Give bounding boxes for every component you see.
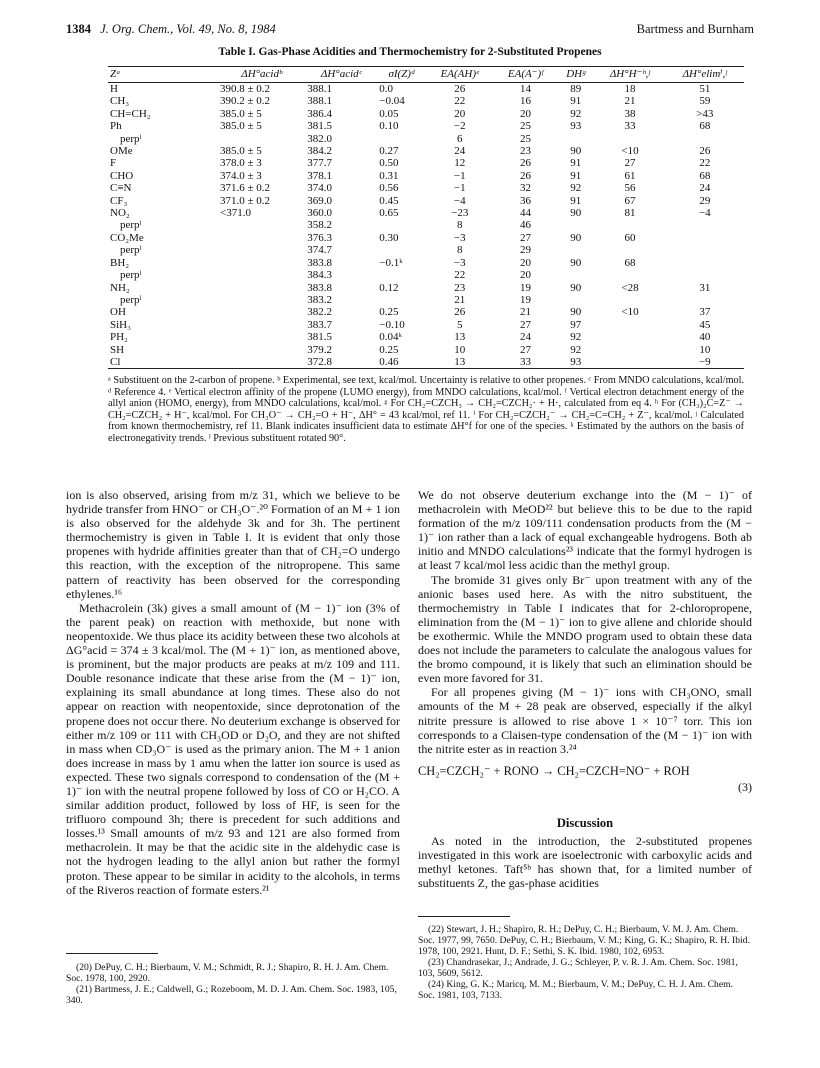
table-footnotes: ᵃ Substituent on the 2-carbon of propene. ᵇ Experimental, see text, kcal/mol. Uncertainty is relative to other propenes. ᶜ From MNDO calculations, kcal/mol. ᵈ Reference 4. ᵉ Vertical electron affinity of the propene (LUMO energy), from MNDO calculations, kcal/mol. ᶠ Vertical electron detachment energy of the allyl anion (HOMO, energy), from MNDO calculations, kcal/mol. ᵍ For CH₂=CZCH₃ → CH₂=CZCH₂· + H·, calculated from eq 4. ʰ For (CH₃)₂C=Z⁻ → CH₂=CZCH₂ + H⁻, kcal/mol. For CH₃O⁻ → CH₂=O + H⁻, ΔH° = 43 kcal/mol, ref 11. ⁱ For CH₂=CZCH₂⁻ → CH₂=C=CH₂ + Z⁻, kcal/mol. ʲ Calculated from known thermochemistry, ref 11. Blank indicates insufficient data to estimate ΔH°f for one of the species. ᵏ Estimated by the authors on the basis of electronegativity trends. ˡ Previous substituent rotated 90°. <box>108 375 744 444</box>
substituent-cell: CO₂Me <box>110 231 144 244</box>
table-cell: 92 <box>570 331 582 344</box>
col-header: ΔH°acidᵇ <box>218 67 305 83</box>
table-cell: 0.27 <box>379 145 399 158</box>
substituent-cell: SiH₃ <box>110 318 131 331</box>
table-cell: 27 <box>519 343 531 356</box>
table-cell <box>666 133 744 145</box>
table-cell: 386.4 <box>307 107 332 120</box>
table-cell: 19 <box>519 281 531 294</box>
table-body <box>108 83 744 369</box>
table-cell <box>218 257 305 269</box>
table-row <box>108 331 744 343</box>
section-heading: Discussion <box>556 815 614 830</box>
table-cell: 90 <box>570 256 582 269</box>
table-cell: 390.2 ± 0.2 <box>220 95 271 108</box>
table-row <box>108 319 744 331</box>
table-cell: 0.25 <box>379 306 399 319</box>
table-cell <box>594 344 665 356</box>
body-paragraph: As noted in the introduction, the 2-substituted propenes investigated in this work are isoelectronic with carboxylic acids and methyl ketones. Taft⁵ᵇ has shown that, for a limited number of substituents Z, the gas-phase acidities <box>418 834 752 891</box>
col-header: ΔH°H⁻ʰ,ʲ <box>594 67 665 83</box>
table-cell: 21 <box>519 306 531 319</box>
table-cell <box>594 219 665 231</box>
table-cell: 18 <box>624 83 636 95</box>
table-cell: 24 <box>519 331 531 344</box>
table-cell: <371.0 <box>220 207 251 220</box>
table-cell: 26 <box>454 83 466 95</box>
table-cell <box>218 219 305 231</box>
table-cell: −4 <box>698 207 711 220</box>
table-cell <box>557 219 594 231</box>
table-cell <box>594 269 665 281</box>
table-cell: 0.12 <box>379 281 399 294</box>
table-row <box>108 120 744 132</box>
table-cell: 385.0 ± 5 <box>220 145 262 158</box>
header-left <box>66 22 276 37</box>
table-row <box>108 257 744 269</box>
table-cell <box>666 294 744 306</box>
substituent-cell: Cl <box>108 356 218 369</box>
table-cell <box>557 133 594 145</box>
table-cell: 68 <box>624 256 636 269</box>
body-paragraph: For all propenes giving (M − 1)⁻ ions with CH₃ONO, small amounts of the M + 28 peak are observed, especially if the alkyl nitrite pressure is allowed to rise above 1 × 10⁻⁷ torr. This ion corresponds to a Claisen-type condensation of the (M − 1)⁻ ion with the nitrite ester as in reaction 3.²⁴ <box>418 685 752 756</box>
body-paragraph: ion is also observed, arising from m/z 31, which we believe to be hydride transfer from HNO⁻ or CH₃O⁻.²⁰ Formation of an M + 1 ion is also observed for the aldehyde 3k and for 3h. The pertinent thermochemistry is given in Table I. It is evident that only those propenes with hydride affinities greater than that of CH₂=O undergo this reaction, with the exception of the nitropropene. This same pattern of reactivity has been observed for the corresponding ethylenes.¹⁶ <box>66 488 400 601</box>
table-cell: 378.0 ± 3 <box>220 157 262 170</box>
table-cell: 61 <box>624 169 636 182</box>
table-cell: 90 <box>570 145 582 158</box>
table-cell: 374.0 <box>307 182 332 195</box>
table-cell: 26 <box>519 157 531 170</box>
substituent-cell: Ph <box>110 120 122 133</box>
substituent-cell: OMe <box>110 145 133 158</box>
table-cell: 0.65 <box>379 207 399 220</box>
table-row <box>108 145 744 157</box>
table-cell: 382.2 <box>307 306 332 319</box>
table-cell: 383.8 <box>307 256 332 269</box>
table-cell: 384.2 <box>307 145 332 158</box>
table-cell: 372.8 <box>305 356 377 369</box>
table-row <box>108 207 744 219</box>
table-row <box>108 269 744 281</box>
table-cell: 6 <box>456 132 463 145</box>
table-cell: 378.1 <box>307 169 332 182</box>
table-cell: 390.8 ± 0.2 <box>220 83 271 95</box>
table-row <box>108 182 744 194</box>
table-row <box>108 95 744 107</box>
table-cell: 12 <box>454 157 466 170</box>
table-cell: 27 <box>519 231 531 244</box>
table-cell: 376.3 <box>307 231 332 244</box>
table-cell: 369.0 <box>307 194 332 207</box>
table-cell: 25 <box>519 132 531 145</box>
table-cell: 388.1 <box>307 83 332 95</box>
page-number: 1384 <box>66 22 91 36</box>
equation: CH₂=CZCH₂⁻ + RONO → CH₂=CZCH=NO⁻ + ROH <box>418 763 690 778</box>
table-cell: 37 <box>699 306 711 319</box>
table-cell: 92 <box>570 182 582 195</box>
table-cell: 45 <box>699 318 711 331</box>
footnote-rule <box>66 953 158 954</box>
table-cell: 14 <box>519 83 531 95</box>
table-cell <box>666 232 744 244</box>
table-row <box>108 282 744 294</box>
table-cell <box>218 331 305 343</box>
substituent-cell: F <box>110 157 117 170</box>
table-cell: <28 <box>621 281 639 294</box>
table-cell: 21 <box>454 293 466 306</box>
table-cell <box>218 269 305 281</box>
table-cell: 371.6 ± 0.2 <box>220 182 271 195</box>
table-cell: 379.2 <box>307 343 332 356</box>
table-cell: 51 <box>699 83 711 95</box>
table-cell <box>218 232 305 244</box>
table-cell: −0.1ᵏ <box>379 256 403 269</box>
table-cell <box>218 356 305 369</box>
table-cell: 19 <box>519 293 531 306</box>
table-cell: 381.5 <box>307 331 332 344</box>
table-cell: 26 <box>699 145 711 158</box>
table-cell: 0.45 <box>379 194 399 207</box>
table-cell <box>594 294 665 306</box>
table-cell: 23 <box>454 281 466 294</box>
substituent-cell: C≡N <box>110 182 132 195</box>
table-cell: 36 <box>519 194 531 207</box>
table-row <box>108 157 744 169</box>
substituent-cell: perpˡ <box>120 244 142 257</box>
table-cell: 46 <box>519 219 531 232</box>
col-header: ΔH°elimⁱ,ʲ <box>666 67 744 83</box>
table-cell <box>594 319 665 331</box>
table-cell: 10 <box>454 343 466 356</box>
table-caption: Table I. Gas-Phase Acidities and Thermochemistry for 2-Substituted Propenes <box>218 46 602 58</box>
table-row <box>108 83 744 96</box>
table-cell <box>557 244 594 256</box>
table-cell <box>377 244 425 256</box>
table-cell: 89 <box>570 83 582 95</box>
left-column <box>66 488 400 897</box>
table-cell: 358.2 <box>307 219 332 232</box>
table-cell <box>557 269 594 281</box>
table-cell <box>666 219 744 231</box>
substituent-cell: PH₂ <box>110 331 128 344</box>
table-cell: 0.25 <box>379 343 399 356</box>
table-cell: 374.7 <box>307 244 332 257</box>
table-cell: 20 <box>519 107 531 120</box>
substituent-cell: perpˡ <box>120 269 142 282</box>
table-cell: 20 <box>519 256 531 269</box>
table-cell <box>218 282 305 294</box>
substituent-cell: BH₂ <box>110 256 130 269</box>
table-cell: <10 <box>621 145 639 158</box>
table-cell: 24 <box>699 182 711 195</box>
table-cell: 23 <box>519 145 531 158</box>
table-cell: 0.10 <box>379 120 399 133</box>
table-cell <box>218 344 305 356</box>
table-cell: 90 <box>570 281 582 294</box>
table-cell: 68 <box>699 169 711 182</box>
table-cell: 16 <box>519 95 531 108</box>
table-row <box>108 232 744 244</box>
table-cell: 0.46 <box>377 356 425 369</box>
table-cell <box>594 133 665 145</box>
table-row <box>108 306 744 318</box>
table-cell: 26 <box>454 306 466 319</box>
table-cell <box>377 133 425 145</box>
equation-number: (3) <box>738 779 752 794</box>
table-cell <box>218 294 305 306</box>
body-paragraph: We do not observe deuterium exchange into the (M − 1)⁻ of methacrolein with MeOD²² but believe this to be due to the rapid formation of the m/z 109/111 condensation products from the (M − 1)⁻ ion rather than a lack of equal exchangeable hydrogens. Both ab initio and MNDO calculations²³ indicate that the formyl hydrogen is at least 7 kcal/mol less acidic than the methyl group. <box>418 488 752 573</box>
table-cell: −9 <box>666 356 744 369</box>
table-cell: 374.0 ± 3 <box>220 169 262 182</box>
table-row <box>108 195 744 207</box>
right-column <box>418 488 752 890</box>
table-cell: 26 <box>519 169 531 182</box>
table-cell: −2 <box>453 120 466 133</box>
table-row <box>108 108 744 120</box>
table-cell: −3 <box>453 256 466 269</box>
table-cell: 90 <box>570 231 582 244</box>
table-header-row <box>108 67 744 83</box>
table-cell <box>594 356 665 369</box>
table-cell: 20 <box>519 269 531 282</box>
data-table <box>108 66 744 369</box>
table-cell: 0.31 <box>379 169 399 182</box>
table-cell: 91 <box>570 95 582 108</box>
body-paragraph: The bromide 31 gives only Br⁻ upon treatment with any of the anionic bases used here. As with the nitro substituent, the thermochemistry in Table I indicates that for 2-chloropropene, elimination from the (M − 1)⁻ ion to give allene and chloride should be exothermic. While the MNDO program used to obtain these data does not include the parameters to calculate the analogous values for the bromo compound, it is likely that such an elimination should be even more favored for 31. <box>418 572 752 686</box>
table-cell: 81 <box>624 207 636 220</box>
header-authors: Bartmess and Burnham <box>636 22 754 36</box>
substituent-cell: OH <box>110 306 126 319</box>
col-header: EA(A⁻)ᶠ <box>494 67 557 83</box>
table-cell: 24 <box>454 145 466 158</box>
table-cell: 90 <box>570 306 582 319</box>
substituent-cell: CF₃ <box>110 194 128 207</box>
substituent-cell: CH₃ <box>110 95 130 108</box>
table-cell: 97 <box>570 318 582 331</box>
substituent-cell: perpˡ <box>120 219 142 232</box>
table-cell: 22 <box>454 95 466 108</box>
reference: (22) Stewart, J. H.; Shapiro, R. H.; DePuy, C. H.; Bierbaum, V. M. J. Am. Chem. Soc. 1977, 99, 7650. DePuy, C. H.; Bierbaum, V. M.; King, G. K.; Shapiro, R. H. Ibid. 1978, 100, 2921. Hunt, D. F.; Sethi, S. K. Ibid. 1980, 102, 6953. <box>418 924 750 957</box>
table-cell: 40 <box>699 331 711 344</box>
left-references <box>66 962 400 1006</box>
table-cell <box>377 294 425 306</box>
table-cell: 67 <box>624 194 636 207</box>
table-cell: 68 <box>699 120 711 133</box>
table-cell: 385.0 ± 5 <box>220 107 262 120</box>
footnote-rule <box>418 916 510 917</box>
table-cell: 384.3 <box>307 269 332 282</box>
table-cell: 29 <box>519 244 531 257</box>
table-cell: 60 <box>624 231 636 244</box>
body-paragraph: Methacrolein (3k) gives a small amount of (M − 1)⁻ ion (3% of the parent peak) on reaction with methoxide, but none with neopentoxide. We thus place its acidity between these two alcohols at ΔG°acid = 374 ± 3 kcal/mol. The (M + 1)⁻ ion, as mentioned above, is prominent, but the major products are peaks at m/z 109 and 111. Double resonance indicate that these arise from the (M − 1)⁻ ion, explaining its small abundance at long times. These also do not appear on reaction with neopentoxide, since deprotonation of the propene does not occur there. No deuterium exchange is observed for either m/z 109 or 111 with CH₃OD or D₂O, and they are not shifted in mass when CD₃O⁻ is used as the primary anion. The M + 1 anion does increase in mass by 1 amu when the latter ion source is used as expected. These two signals correspond to condensation of the (M + 1)⁻ ion with the neutral propene followed by loss of CO or H₂CO. A similar addition product, followed by loss of HF, is seen for the trifluoro compound 3h; there is precedent for such additions and losses.¹³ Small amounts of m/z 93 and 121 are also formed from methacrolein. It may be that the acidic site in the aldehydic case is not the hydrogen leading to the allyl anion but rather the formyl proton. These appear to be similar in acidity to the alcohols, in terms of the Riveros reaction of formate esters.²¹ <box>66 600 400 897</box>
table-cell: 0.56 <box>379 182 399 195</box>
table-cell <box>594 244 665 256</box>
table-cell: 0.30 <box>379 231 399 244</box>
table-cell: 388.1 <box>307 95 332 108</box>
running-header <box>66 22 754 37</box>
table-cell <box>557 294 594 306</box>
table-cell <box>218 244 305 256</box>
table-cell <box>377 269 425 281</box>
substituent-cell: SH <box>110 343 125 356</box>
reference: (24) King, G. K.; Maricq, M. M.; Bierbaum, V. M.; DePuy, C. H. J. Am. Chem. Soc. 1981, 103, 7133. <box>418 979 733 1001</box>
table-row <box>108 133 744 145</box>
table-cell: 25 <box>519 120 531 133</box>
table-cell: −3 <box>453 231 466 244</box>
table-cell: 92 <box>570 343 582 356</box>
table-cell: 38 <box>624 107 636 120</box>
table-cell: −23 <box>451 207 469 220</box>
table-cell: −0.10 <box>379 318 405 331</box>
col-header: σI(Z)ᵈ <box>377 67 425 83</box>
table-cell <box>594 331 665 343</box>
table-cell: 91 <box>570 194 582 207</box>
table-row <box>108 356 744 369</box>
col-header: EA(AH)ᵉ <box>426 67 494 83</box>
table-cell: 91 <box>570 157 582 170</box>
table-row <box>108 294 744 306</box>
reference: (20) DePuy, C. H.; Bierbaum, V. M.; Schmidt, R. J.; Shapiro, R. H. J. Am. Chem. Soc. 1978, 100, 2920. <box>66 962 389 984</box>
table-cell: 56 <box>624 182 636 195</box>
table-cell: 383.7 <box>307 318 332 331</box>
table-row <box>108 170 744 182</box>
table-cell: 382.0 <box>307 132 332 145</box>
table-cell: 44 <box>519 207 531 220</box>
table-cell: 90 <box>570 207 582 220</box>
table-cell: 91 <box>570 169 582 182</box>
table-row <box>108 344 744 356</box>
journal-citation: J. Org. Chem., Vol. 49, No. 8, 1984 <box>100 22 276 36</box>
table-cell: 13 <box>426 356 494 369</box>
table-cell: 377.7 <box>307 157 332 170</box>
right-references <box>418 924 752 1001</box>
table-cell: 21 <box>624 95 636 108</box>
table-cell: <10 <box>621 306 639 319</box>
table-cell: 381.5 <box>307 120 332 133</box>
table-cell <box>218 133 305 145</box>
col-header: Zᵃ <box>108 67 218 83</box>
table-cell: 360.0 <box>307 207 332 220</box>
table-cell <box>666 244 744 256</box>
table-cell <box>666 257 744 269</box>
table-cell: −4 <box>453 194 466 207</box>
table-cell: 31 <box>699 281 711 294</box>
table-cell: 20 <box>454 107 466 120</box>
table-cell: 5 <box>456 318 463 331</box>
table-cell: 0.04ᵏ <box>379 331 402 344</box>
table-cell: 27 <box>519 318 531 331</box>
table-cell: 0.0 <box>379 83 393 95</box>
table-row <box>108 219 744 231</box>
reference: (21) Bartmess, J. E.; Caldwell, G.; Rozeboom, M. D. J. Am. Chem. Soc. 1983, 105, 340. <box>66 984 397 1006</box>
table-cell: 383.8 <box>307 281 332 294</box>
substituent-cell: H <box>110 83 118 95</box>
table-cell: 33 <box>494 356 557 369</box>
table-cell: >43 <box>696 107 714 120</box>
table-cell: 93 <box>570 120 582 133</box>
col-header: ΔH°acidᶜ <box>305 67 377 83</box>
table-cell: 8 <box>456 244 463 257</box>
table-cell: 385.0 ± 5 <box>220 120 262 133</box>
table-cell: −1 <box>453 169 466 182</box>
table-cell: 22 <box>699 157 711 170</box>
table-cell <box>377 219 425 231</box>
substituent-cell: NH₂ <box>110 281 130 294</box>
table-cell: 0.05 <box>379 107 399 120</box>
table-cell: 27 <box>624 157 636 170</box>
table-cell: 10 <box>699 343 711 356</box>
substituent-cell: perpˡ <box>120 293 142 306</box>
table-cell <box>218 319 305 331</box>
table-cell: 8 <box>456 219 463 232</box>
table-cell: 33 <box>624 120 636 133</box>
substituent-cell: NO₂ <box>110 207 130 220</box>
table-cell: 29 <box>699 194 711 207</box>
table-cell: 92 <box>570 107 582 120</box>
table-cell: 32 <box>519 182 531 195</box>
table-cell: 13 <box>454 331 466 344</box>
col-header: DHᵍ <box>557 67 594 83</box>
substituent-cell: CHO <box>110 169 134 182</box>
table-cell: 0.50 <box>379 157 399 170</box>
table-cell: 59 <box>699 95 711 108</box>
substituent-cell: perpˡ <box>120 132 142 145</box>
table-cell <box>218 306 305 318</box>
table-cell: −0.04 <box>379 95 405 108</box>
table-cell: 383.2 <box>307 293 332 306</box>
table-cell: −1 <box>453 182 466 195</box>
table-cell: 22 <box>454 269 466 282</box>
table-cell <box>666 269 744 281</box>
substituent-cell: CH=CH₂ <box>110 107 151 120</box>
table-row <box>108 244 744 256</box>
table-cell: 93 <box>557 356 594 369</box>
reference: (23) Chandrasekar, J.; Andrade, J. G.; Schleyer, P. v. R. J. Am. Chem. Soc. 1981, 103, 5609, 5612. <box>418 957 738 979</box>
table-cell: 371.0 ± 0.2 <box>220 194 271 207</box>
